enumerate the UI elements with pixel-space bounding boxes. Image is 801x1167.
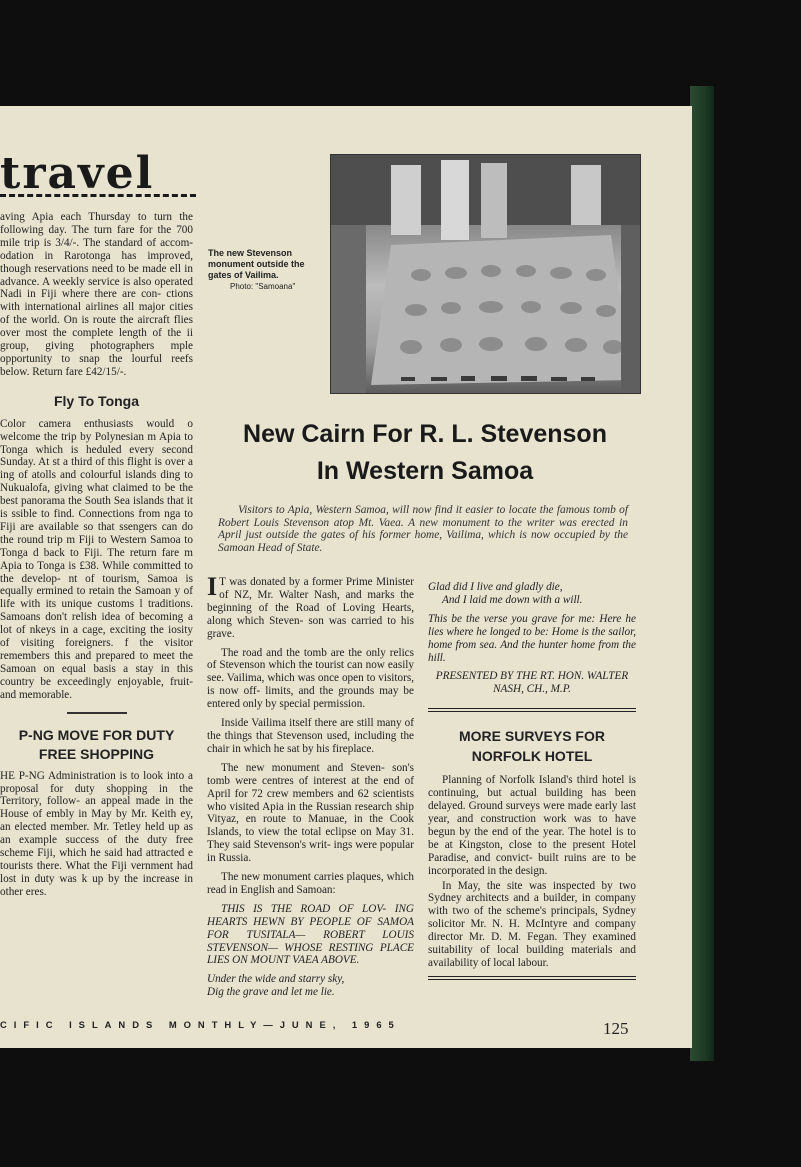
section-title: travel	[0, 148, 155, 199]
section-divider	[67, 712, 127, 714]
verse-line: And I laid me down with a will.	[442, 593, 583, 606]
section-double-rule	[428, 976, 636, 980]
fly-to-tonga-heading: Fly To Tonga	[53, 392, 140, 409]
verse-line: Under the wide and starry sky,	[207, 973, 345, 986]
article-paragraph-3: Inside Vailima itself there are still many of the things that Stevenson used, including the chair in which he sat by his fireplace.	[207, 717, 414, 755]
article-paragraph-5: The new monument carries plaques, which read in English and Samoan:	[207, 871, 414, 896]
page-number: 125	[603, 1019, 629, 1038]
monument-photo-graphic	[331, 155, 641, 394]
caption-text: The new Stevenson monument outside the gates of Vailima.	[208, 248, 305, 280]
article-headline	[205, 416, 645, 490]
photo-caption	[208, 248, 318, 292]
headline-line-2: In Western Samoa	[316, 457, 534, 485]
article-standfirst: Visitors to Apia, Western Samoa, will now find it easier to locate the famous tomb of Robert Louis Stevenson atop Mt. Vaea. A new monument to the writer was erected in April just outside the gates of his former home, Vailima, which is now occupied by the Samoan Head of State.	[218, 504, 628, 554]
left-column	[0, 211, 193, 899]
article-paragraph-1: I T was donated by a former Prime Minister of NZ, Mr. Walter Nash, and marks the beginning of the Road of Loving Hearts, along which Steven- son was carried to his grave.	[207, 572, 414, 640]
norfolk-paragraph-1: Planning of Norfolk Island's third hotel is continuing, but actual building has been delayed. Ground surveys were made early last year, and construction work was to have begun by the end of the year. The hotel is to be at Kingston, close to the present Hotel Paradise, and convict- built ruins are to be incorporated in the design.	[428, 774, 636, 877]
article-middle-column	[207, 572, 414, 1005]
article-paragraph-2: The road and the tomb are the only relics of Stevenson which the tourist can now easily see. Vailima, which was once open to visitors, is now off- limits, and the grounds may be entered only by special permission.	[207, 646, 414, 711]
verse-line: Glad did I live and gladly die,	[428, 581, 563, 593]
verse-stanza: This be the verse you grave for me: Here he lies where he longed to be: Home is the sailor, home from sea. And the hunter home from the hill.	[428, 612, 636, 664]
photo-credit: Photo: "Samoana"	[230, 282, 296, 291]
verse-line: Dig the grave and let me lie.	[207, 986, 335, 999]
magazine-page	[0, 106, 692, 1048]
travel-intro-text: aving Apia each Thursday to turn the following day. The turn fare for the 700 mile trip is 3/4/-. The standard of accom- odation in Rarotonga has improved, though reservations need to be made ell in advance. A weekly service is also operated Nadi in Fiji where there are con- ctions with international airlines all major cities of the world. On is route the aircraft flies over most the complete length of the ii group, giving photographers mple opportunity to snap the lourful reefs below. Return fare £42/15/-.	[0, 211, 193, 378]
title-dashed-rule	[0, 194, 196, 197]
drop-cap: I	[207, 572, 218, 601]
png-text: HE P-NG Administration is to look into a proposal for duty shopping in the Territory, follow- an appeal made in the House of embly in May by Mr. Keith ey, an elected member. Mr. Tetley held up as an example success of the duty free scheme Fiji, which he said had attracted e tourists there. What the Fiji vernment had lost in duty was k up by the increase in other eres.	[0, 769, 193, 898]
norfolk-paragraph-2: In May, the site was inspected by two Sydney architects and a builder, in company with two of the scheme's principals, Sydney solicitor Mr. N. H. McIntyre and company director Mr. D. M. Fegan. They examined suitability of local building materials and availability of local labour.	[428, 879, 636, 969]
presented-by-line: PRESENTED BY THE RT. HON. WALTER NASH, CH., M.P.	[435, 670, 629, 696]
norfolk-heading: MORE SURVEYS FOR NORFOLK HOTEL	[459, 728, 605, 765]
png-heading: P-NG MOVE FOR DUTY FREE SHOPPING	[18, 726, 175, 762]
article-paragraph-4: The new monument and Steven- son's tomb were centres of interest at the end of April for 72 crew members and 62 scientists who visited Apia in the Russian research ship Vityaz, en route to Manuae, in the Cook Islands, to view the total eclipse on May 31. They said Stevenson's writ- ings were popular in Russia.	[207, 761, 414, 865]
fly-to-tonga-text: Color camera enthusiasts would o welcome the trip by Polynesian m Apia to Tonga which is heduled every second Sunday. At st a third of this flight is over a ing of atolls and colourful islands ding to Nukualofa, giving what claimed to be the best panorama the South Sea islands that it is ssible to find. Connections from nga to Fiji are available so that ssengers can do the round trip m Fiji to Western Samoa to Tonga d back to Fiji. The return fare m Apia to Tonga is £38. While committed to the develop- nt of tourism, Samoa is equally ermined to retain the Samoan y of life with its unique customs l traditions. Samoans don't relish idea of becoming a lot of nkeys in a cage, exciting the iosity of visiting foreigners. f the visitor remembers this and prepared to meet the Samoan on equal basis a stay in this country be exceedingly enjoyable, fruit- and memorable.	[0, 417, 193, 701]
article-right-column	[428, 581, 636, 980]
plaque-inscription: THIS IS THE ROAD OF LOV- ING HEARTS HEWN BY PEOPLE OF SAMOA FOR TUSITALA— ROBERT LOUIS STEVENSON— WHOSE RESTING PLACE LIES ON MOUNT VAEA ABOVE.	[207, 902, 414, 967]
monument-photo	[330, 154, 641, 394]
book-binding	[690, 86, 714, 1061]
headline-line-1: New Cairn For R. L. Stevenson	[243, 420, 607, 448]
page-footer: CIFIC ISLANDS MONTHLY—JUNE, 1965	[0, 1019, 401, 1030]
section-double-rule	[428, 708, 636, 712]
